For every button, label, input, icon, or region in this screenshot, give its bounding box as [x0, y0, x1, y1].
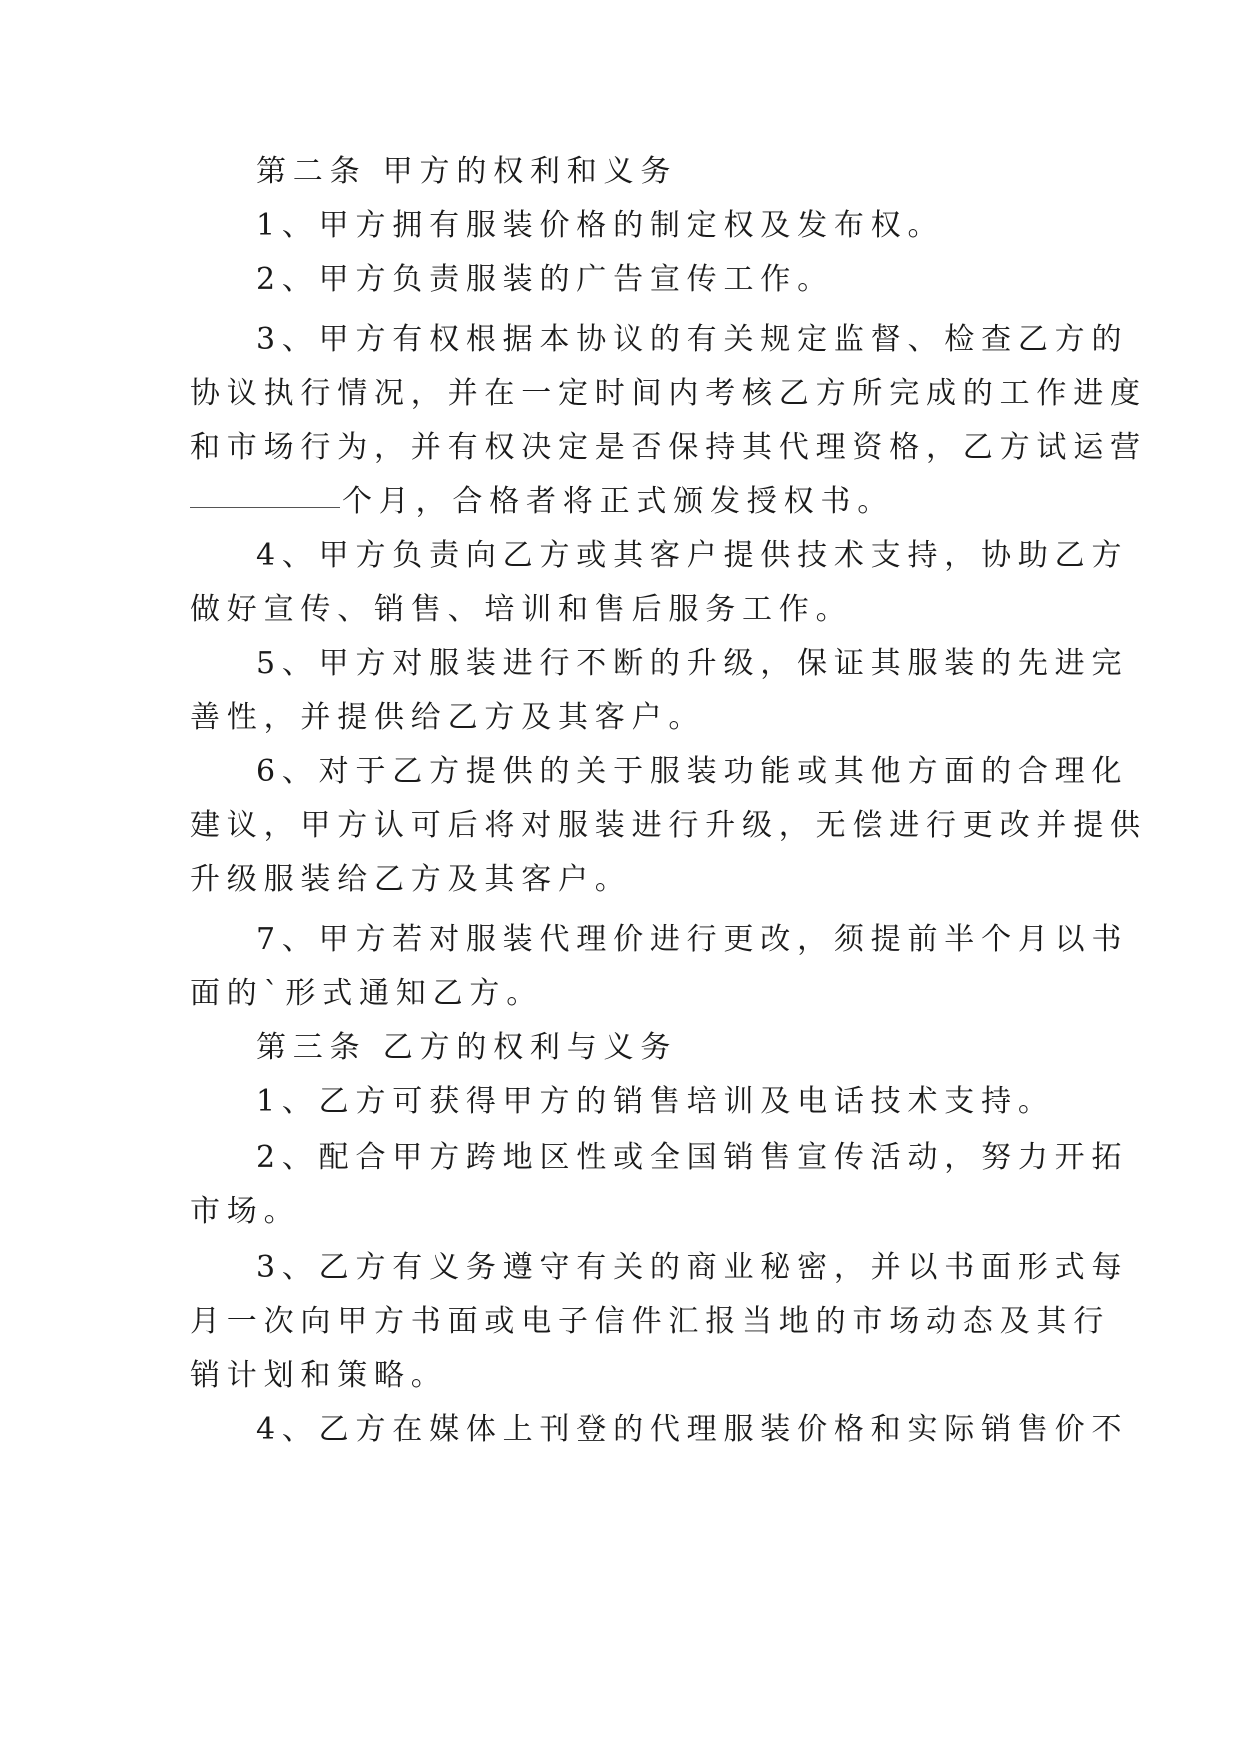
clause-line-with-blank — [190, 480, 1050, 524]
clause-line: 升级服装给乙方及其客户。 — [190, 862, 632, 897]
clause-line-text: 个月，合格者将正式颁发授权书。 — [342, 484, 894, 519]
clause-line: 做好宣传、销售、培训和售后服务工作。 — [190, 592, 853, 627]
clause-line: 协议执行情况，并在一定时间内考核乙方所完成的工作进度 — [190, 376, 1147, 411]
clause-line: 5、甲方对服装进行不断的升级，保证其服装的先进完 — [256, 646, 1129, 681]
clause-line: 4、甲方负责向乙方或其客户提供技术支持，协助乙方 — [256, 538, 1129, 573]
clause-line: 3、乙方有义务遵守有关的商业秘密，并以书面形式每 — [256, 1250, 1129, 1285]
clause-line: 建议，甲方认可后将对服装进行升级，无偿进行更改并提供 — [190, 808, 1147, 843]
clause-line: 销计划和策略。 — [190, 1358, 448, 1393]
clause-line: 1、甲方拥有服装价格的制定权及发布权。 — [256, 208, 945, 243]
section-heading-article-2: 第二条 甲方的权利和义务 — [256, 154, 678, 189]
clause-line: 7、甲方若对服装代理价进行更改，须提前半个月以书 — [256, 922, 1129, 957]
clause-line: 6、对于乙方提供的关于服装功能或其他方面的合理化 — [256, 754, 1129, 789]
clause-line: 善性，并提供给乙方及其客户。 — [190, 700, 706, 735]
section-heading-article-3: 第三条 乙方的权利与义务 — [256, 1030, 678, 1065]
fill-in-blank — [190, 477, 340, 508]
clause-line: 1、乙方可获得甲方的销售培训及电话技术支持。 — [256, 1084, 1055, 1119]
clause-line: 4、乙方在媒体上刊登的代理服装价格和实际销售价不 — [256, 1412, 1129, 1447]
clause-line: 面的`形式通知乙方。 — [190, 976, 543, 1011]
clause-line: 和市场行为，并有权决定是否保持其代理资格，乙方试运营 — [190, 430, 1147, 465]
clause-line: 2、甲方负责服装的广告宣传工作。 — [256, 262, 834, 297]
clause-line: 月一次向甲方书面或电子信件汇报当地的市场动态及其行 — [190, 1304, 1110, 1339]
clause-line: 2、配合甲方跨地区性或全国销售宣传活动，努力开拓 — [256, 1140, 1129, 1175]
clause-line: 市场。 — [190, 1194, 301, 1229]
clause-line: 3、甲方有权根据本协议的有关规定监督、检查乙方的 — [256, 322, 1129, 357]
